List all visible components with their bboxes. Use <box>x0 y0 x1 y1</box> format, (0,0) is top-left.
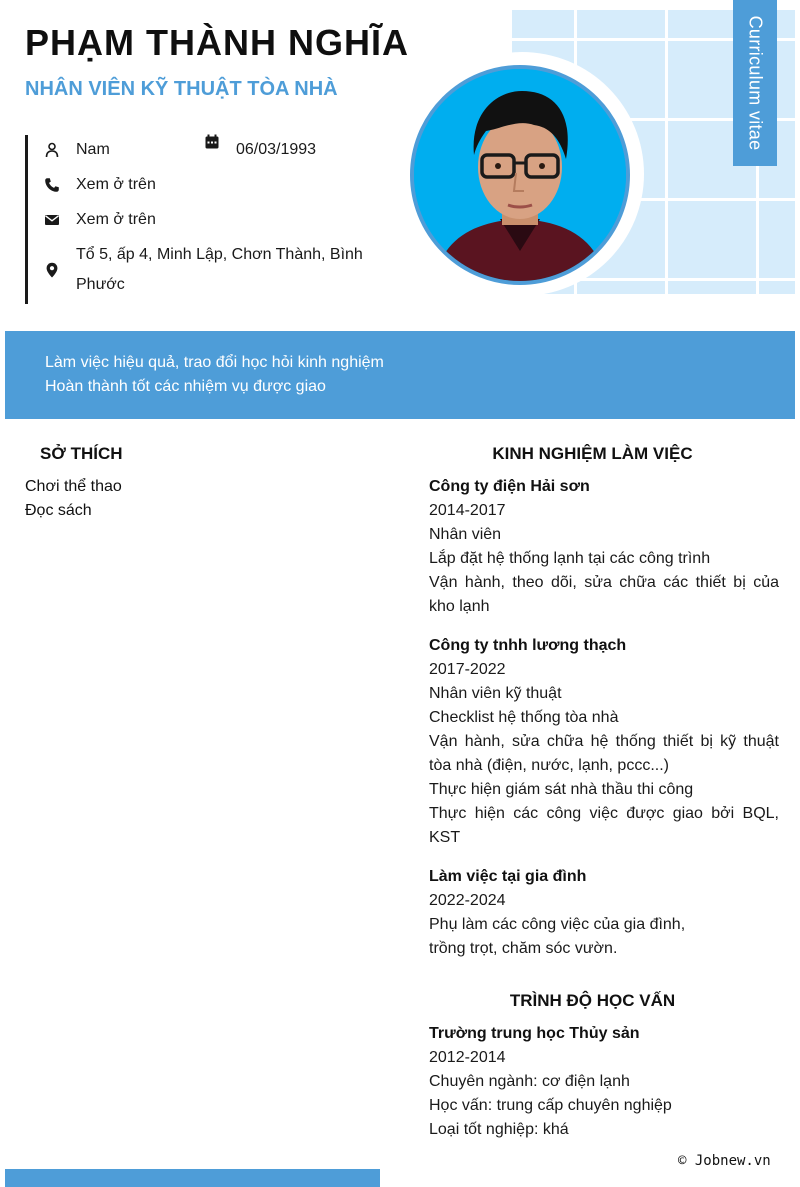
footer-bar <box>5 1169 380 1187</box>
email-value: Xem ở trên <box>76 211 156 228</box>
phone-row <box>28 170 376 200</box>
gender-row <box>28 135 196 165</box>
experience-period: 2022-2024 <box>429 892 506 909</box>
avatar <box>410 65 630 285</box>
experience-detail: Vận hành, sửa chữa hệ thống thiết bị kỹ thuật tòa nhà (điện, nước, lạnh, pccc...) <box>429 733 779 774</box>
experience-detail: Checklist hệ thống tòa nhà <box>429 709 619 726</box>
cv-label-tab <box>733 0 777 166</box>
experience-detail: Vận hành, theo dõi, sửa chữa các thiết bị của kho lạnh <box>429 574 779 615</box>
envelope-icon <box>28 205 76 235</box>
phone-value: Xem ở trên <box>76 176 156 193</box>
experience-period: 2017-2022 <box>429 661 506 678</box>
education-detail: Chuyên ngành: cơ điện lạnh <box>429 1073 630 1090</box>
experience-detail: Lắp đặt hệ thống lạnh tại các công trình <box>429 550 711 567</box>
experience-item <box>429 475 779 619</box>
summary-line: Làm việc hiệu quả, trao đổi học hỏi kinh nghiệm <box>45 354 384 371</box>
experience-list <box>429 475 779 976</box>
education-detail: Học vấn: trung cấp chuyên nghiệp <box>429 1097 672 1114</box>
experience-item <box>429 865 779 961</box>
experience-period: 2014-2017 <box>429 502 506 519</box>
email-row <box>28 205 376 235</box>
location-pin-icon <box>28 240 76 300</box>
birthday-value: 06/03/1993 <box>236 141 317 158</box>
experience-detail: trồng trọt, chăm sóc vườn. <box>429 940 618 957</box>
summary-line: Hoàn thành tốt các nhiệm vụ được giao <box>45 378 326 395</box>
person-icon <box>28 135 76 165</box>
education-list <box>429 1022 779 1142</box>
experience-detail: Phụ làm các công việc của gia đình, <box>429 916 686 933</box>
cv-label: Curriculum vitae <box>745 15 766 151</box>
career-summary <box>5 331 795 419</box>
experience-company: Công ty điện Hải sơn <box>429 478 590 495</box>
experience-detail: Nhân viên kỹ thuật <box>429 685 562 702</box>
personal-info <box>25 135 385 304</box>
experience-detail: Nhân viên <box>429 526 502 543</box>
experience-detail: Thực hiện giám sát nhà thầu thi công <box>429 781 694 798</box>
gender-value: Nam <box>76 141 110 158</box>
phone-icon <box>28 170 76 200</box>
experience-detail: Thực hiện các công việc được giao bởi BQL, KST <box>429 805 779 846</box>
experience-company: Công ty tnhh lương thạch <box>429 637 627 654</box>
hobby-item: Chơi thể thao <box>25 478 122 495</box>
hobby-item: Đọc sách <box>25 502 92 519</box>
hobbies-list <box>25 475 365 523</box>
hobbies-heading: SỞ THÍCH <box>40 444 123 463</box>
copyright: © Jobnew.vn <box>678 1153 771 1169</box>
experience-company: Làm việc tại gia đình <box>429 868 587 885</box>
education-heading: TRÌNH ĐỘ HỌC VẤN <box>509 991 676 1010</box>
education-school: Trường trung học Thủy sản <box>429 1025 640 1042</box>
address-row <box>28 240 376 300</box>
education-period: 2012-2014 <box>429 1049 506 1066</box>
experience-item <box>429 634 779 850</box>
birthday-row <box>188 135 376 165</box>
education-detail: Loại tốt nghiệp: khá <box>429 1121 569 1138</box>
address-value: Tổ 5, ấp 4, Minh Lập, Chơn Thành, Bình Phước <box>76 246 363 293</box>
job-title: NHÂN VIÊN KỸ THUẬT TÒA NHÀ <box>25 78 338 100</box>
calendar-icon <box>188 135 236 149</box>
candidate-name: PHẠM THÀNH NGHĨA <box>25 22 409 63</box>
avatar-portrait <box>414 69 626 281</box>
experience-heading: KINH NGHIỆM LÀM VIỆC <box>492 444 693 463</box>
